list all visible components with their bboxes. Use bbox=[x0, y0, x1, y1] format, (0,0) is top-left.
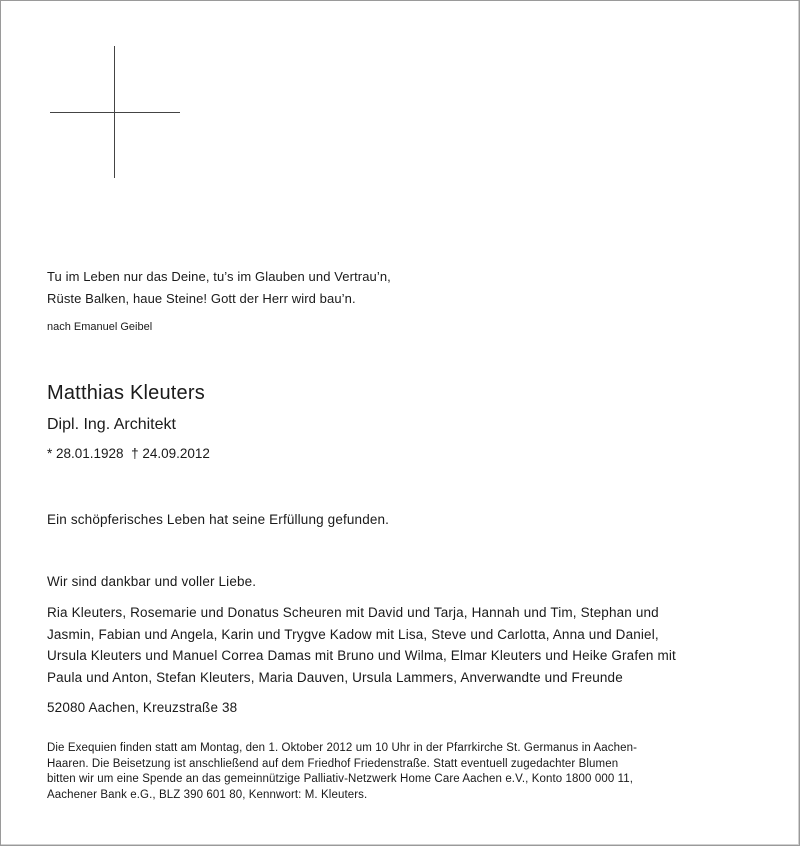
funeral-notice bbox=[47, 741, 637, 803]
notice-line: Aachener Bank e.G., BLZ 390 601 80, Kennwort: M. Kleuters. bbox=[47, 788, 368, 801]
quote-attribution: nach Emanuel Geibel bbox=[47, 321, 153, 333]
family-line: Ursula Kleuters und Manuel Correa Damas mit Bruno und Wilma, Elmar Kleuters und Heike Grafen mit bbox=[47, 648, 676, 663]
deceased-name: Matthias Kleuters bbox=[47, 382, 205, 404]
life-dates: * 28.01.1928 † 24.09.2012 bbox=[47, 446, 210, 461]
family-line: Jasmin, Fabian und Angela, Karin und Trygve Kadow mit Lisa, Steve und Carlotta, Anna und Daniel, bbox=[47, 626, 659, 642]
thanks-line: Wir sind dankbar und voller Liebe. bbox=[47, 574, 257, 589]
family-list bbox=[47, 602, 676, 688]
family-line: Ria Kleuters, Rosemarie und Donatus Scheuren mit David und Tarja, Hannah und Tim, Stephan und bbox=[47, 605, 659, 620]
quote-line-2: Rüste Balken, haue Steine! Gott der Herr wird bau’n. bbox=[47, 291, 356, 306]
cross-horizontal bbox=[50, 112, 180, 113]
notice-line: bitten wir um eine Spende an das gemeinnützige Palliativ-Netzwerk Home Care Aachen e.V., Konto 1800 000 11, bbox=[47, 773, 634, 785]
message: Ein schöpferisches Leben hat seine Erfüllung gefunden. bbox=[47, 512, 390, 527]
notice-line: Die Exequien finden statt am Montag, den 1. Oktober 2012 um 10 Uhr in der Pfarrkirche St. Germanus in Aachen- bbox=[47, 742, 638, 754]
family-line: Paula und Anton, Stefan Kleuters, Maria Dauven, Ursula Lammers, Anverwandte und Freunde bbox=[47, 669, 623, 685]
address: 52080 Aachen, Kreuzstraße 38 bbox=[47, 700, 238, 715]
deceased-title: Dipl. Ing. Architekt bbox=[47, 416, 176, 433]
quote-line-1: Tu im Leben nur das Deine, tu’s im Glauben und Vertrau’n, bbox=[47, 269, 391, 284]
notice-line: Haaren. Die Beisetzung ist anschließend auf dem Friedhof Friedenstraße. Statt eventuell zugedachter Blumen bbox=[47, 757, 619, 770]
